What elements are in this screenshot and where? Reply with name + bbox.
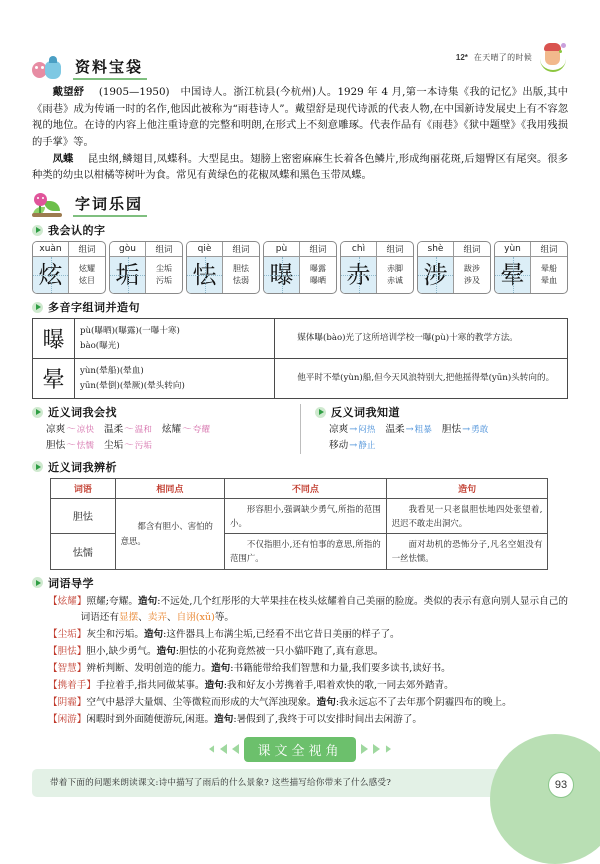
polyphone-readings: yùn(晕船)(晕血) yūn(晕倒)(晕厥)(晕头转向): [75, 359, 275, 399]
subheader-guide: [32, 575, 568, 591]
distinguish-sentence: 面对劫机的恐怖分子,凡名空姐没有一丝怯懦。: [386, 534, 548, 570]
polyphone-row: [33, 319, 568, 359]
banner-kewen-quanshijiao: [32, 737, 568, 762]
word-guide-list: [48, 594, 568, 729]
section-title-zici: 字词乐园: [73, 195, 147, 217]
triangle-bullet-icon: [32, 577, 43, 588]
triangle-bullet-icon: [32, 407, 43, 418]
subheader-synonym-label: 近义词我会找: [48, 406, 117, 420]
character-column-label: 组词: [309, 245, 327, 256]
character-words: 胆怯 怯弱: [233, 263, 249, 285]
distinguish-header-row: [51, 478, 548, 498]
reading-question-box: 带着下面的问题来朗读课文:诗中描写了雨后的什么景象? 这些描写给你带来了什么感受?: [32, 769, 568, 798]
word-guide-example: :胆怯的小花狗竟然被一只小貓吓跑了,真有意思。: [175, 645, 384, 657]
mascot-icon: [540, 42, 566, 72]
character-pinyin: qiè: [187, 242, 223, 256]
paragraph-fengdie-text: 昆虫纲,鳞翅目,凤蝶科。大型昆虫。翅膀上密密麻麻生长着各色鳞片,形成绚丽花斑,后翅臀区有尾突。很多种类的幼虫以柑橘等树叶为食。常见有黄绿色的花椒凤蝶和黑色玉带凤蝶。: [32, 152, 569, 182]
paragraph-fengdie: [32, 151, 568, 184]
syn-line: [46, 438, 290, 454]
left-arrow-icon: [209, 745, 214, 752]
character-column-label: 组词: [78, 245, 96, 256]
character-glyph: 涉: [418, 257, 454, 293]
word-guide-term: 【携着手】: [48, 680, 96, 692]
subheader-distinguish: [32, 459, 568, 475]
character-glyph: 炫: [33, 257, 69, 293]
syn-pair: 温柔～温和: [103, 424, 152, 436]
flower-plant-icon: [32, 193, 66, 217]
right-arrow-icon: [385, 745, 390, 752]
triangle-bullet-icon: [32, 225, 43, 236]
synonym-pairs: [46, 422, 290, 454]
character-glyph: 晕: [495, 257, 531, 293]
word-guide-term: 【尘垢】: [48, 628, 87, 640]
word-guide-example: :这件器具上布满尘垢,已经看不出它昔日美丽的样子了。: [163, 628, 400, 640]
word-guide-item: [48, 627, 568, 643]
word-guide-mark: 造句: [137, 595, 158, 607]
word-guide-mark: 造句: [211, 663, 231, 675]
section-header-zici: [32, 193, 568, 217]
polyphone-character: 晕: [33, 359, 75, 399]
polyphone-readings: pù(曝晒)(曝露)(一曝十寒) bào(曝光): [75, 319, 275, 359]
character-glyph: 怯: [187, 257, 223, 293]
left-arrow-icon: [232, 744, 239, 754]
character-words: 赤脚 赤诚: [387, 263, 403, 285]
subheader-guide-label: 词语导学: [48, 576, 94, 590]
word-guide-mark: 造句: [143, 628, 164, 640]
character-words: 晕船 晕血: [541, 263, 557, 285]
term-fengdie: 凤蝶: [52, 152, 74, 165]
character-glyph: 曝: [264, 257, 300, 293]
distinguish-sentence: 我看见一只老鼠胆怯地四处张望着,迟迟不敢走出洞穴。: [386, 498, 548, 534]
subheader-polyphone: [32, 299, 568, 315]
character-card: [263, 241, 337, 294]
character-pinyin: xuàn: [33, 242, 69, 256]
polyphone-row: [33, 359, 568, 399]
word-guide-term: 【闲游】: [48, 714, 87, 726]
word-guide-mark: 造句: [156, 645, 176, 657]
character-words: 炫耀 炫目: [79, 263, 95, 285]
page-number: 93: [548, 772, 574, 798]
word-guide-item: [48, 695, 568, 711]
section-title-ziliao: 资料宝袋: [73, 58, 147, 80]
character-column-label: 组词: [155, 245, 173, 256]
character-card: [186, 241, 260, 294]
ant-pair: 温柔→粗暴: [385, 424, 432, 436]
word-guide-item: [48, 678, 568, 694]
right-arrow-icon: [373, 744, 380, 754]
distinguish-same-point: 都含有胆小、害怕的意思。: [115, 498, 224, 569]
ant-line: [329, 438, 568, 454]
distinguish-header-cell: 造句: [386, 478, 548, 498]
left-arrow-icon: [220, 744, 227, 754]
word-guide-item: [48, 712, 568, 728]
term-daiwangshu: 戴望舒: [52, 86, 85, 98]
word-guide-definition: 灰尘和污垢。: [86, 628, 144, 640]
antonym-pairs: [329, 422, 568, 454]
word-guide-example: :我和好友小芳携着手,唱着欢快的歌,一同去郊外踏青。: [223, 680, 454, 692]
character-pinyin: pù: [264, 242, 300, 256]
syn-pair: 胆怯～怯懦: [46, 439, 94, 451]
word-guide-item: [48, 644, 568, 660]
ant-pair: 凉爽→闷热: [329, 424, 376, 436]
polyphone-character: 曝: [33, 319, 75, 359]
character-pinyin: gòu: [110, 242, 146, 256]
character-glyph: 垢: [110, 257, 146, 293]
word-guide-term: 【阴霾】: [48, 697, 87, 709]
running-head: [456, 42, 566, 72]
distinguish-header-cell: 词语: [51, 478, 116, 498]
subheader-antonym-label: 反义词我知道: [331, 406, 400, 420]
distinguish-difference: 不仅指胆小,还有怕事的意思,所指的范围广。: [225, 534, 387, 570]
word-guide-definition: 辨析判断、发明创造的能力。: [86, 663, 212, 675]
recognize-character-strip: [32, 241, 568, 294]
character-words: 跋涉 涉及: [464, 263, 480, 285]
character-card: [494, 241, 568, 294]
character-words: 曝露 曝晒: [310, 263, 326, 285]
subheader-recognize: [32, 222, 568, 238]
word-guide-mark: 造句: [204, 680, 224, 692]
antonym-column: [300, 404, 568, 454]
distinguish-word: 怯懦: [51, 534, 116, 570]
synonym-column: [32, 404, 300, 454]
word-guide-term: 【炫耀】: [48, 595, 87, 607]
word-guide-definition: 闲暇时到外面随便游玩,闲逛。: [86, 714, 215, 726]
syn-line: [46, 422, 290, 438]
character-column-label: 组词: [540, 245, 558, 256]
distinguish-header-cell: 不同点: [225, 478, 387, 498]
distinguish-word: 胆怯: [51, 498, 116, 534]
word-guide-definition: 空气中悬浮大量烟、尘等微粒而形成的大气浑浊现象。: [86, 697, 317, 709]
character-pinyin: shè: [418, 242, 454, 256]
ant-pair: 胆怯→勇敢: [441, 424, 489, 436]
character-column-label: 组词: [386, 245, 404, 256]
word-guide-definition: 胆小,缺少勇气。: [86, 645, 157, 657]
word-guide-term: 【智慧】: [48, 663, 87, 675]
ant-line: [329, 422, 568, 438]
character-card: [109, 241, 183, 294]
distinguish-difference: 形容胆小,强调缺少勇气,所指的范围小。: [225, 498, 387, 534]
word-guide-definition: 手拉着手,指共同做某事。: [95, 680, 205, 692]
word-guide-example: :书籍能带给我们智慧和力量,我们要多读书,读好书。: [230, 663, 451, 675]
subheader-recognize-label: 我会认的字: [48, 224, 106, 238]
distinguish-row: [51, 498, 548, 534]
character-pinyin: chì: [341, 242, 377, 256]
word-guide-mark: 造句: [214, 714, 234, 726]
ant-pair: 移动→静止: [329, 439, 376, 451]
polyphone-sentence: 他平时不晕(yùn)船,但今天风浪特别大,把他摇得晕(yūn)头转向的。: [275, 359, 568, 399]
banner-label: 课文全视角: [244, 737, 355, 762]
word-guide-definition: 照耀;夸耀。: [86, 595, 138, 607]
running-head-lesson-number: 12*: [455, 52, 468, 62]
character-column-label: 组词: [463, 245, 481, 256]
syn-pair: 凉爽～凉快: [46, 424, 94, 436]
polyphone-table: [32, 318, 568, 399]
word-guide-example: :不远处,几个红彤彤的大苹果挂在枝头炫耀着自己美丽的脸庞。类似的表示有意向别人显示自己的词语还有显摆、卖弄、自诩(xǔ)等。: [80, 595, 569, 623]
character-card: [340, 241, 414, 294]
word-guide-item: [48, 594, 568, 626]
paragraph-daiwangshu: [32, 84, 568, 151]
character-column-label: 组词: [232, 245, 250, 256]
running-head-title: 在天晴了的时候: [473, 52, 532, 62]
character-glyph: 赤: [341, 257, 377, 293]
distinguish-header-cell: 相同点: [115, 478, 224, 498]
distinguish-table: [50, 478, 548, 570]
word-guide-example: :我永远忘不了去年那个阴霾四布的晚上。: [335, 697, 512, 709]
treasure-bag-icon: [32, 56, 66, 80]
character-card: [417, 241, 491, 294]
right-arrow-icon: [361, 744, 368, 754]
character-card: [32, 241, 106, 294]
word-guide-term: 【胆怯】: [48, 645, 87, 657]
word-guide-mark: 造句: [316, 697, 336, 709]
syn-pair: 炫耀～夸耀: [161, 424, 210, 436]
character-pinyin: yùn: [495, 242, 531, 256]
subheader-distinguish-label: 近义词我辨析: [48, 460, 117, 474]
character-words: 尘垢 污垢: [156, 263, 172, 285]
triangle-bullet-icon: [315, 407, 326, 418]
word-guide-item: [48, 661, 568, 677]
triangle-bullet-icon: [32, 461, 43, 472]
paragraph-daiwangshu-text: (1905—1950) 中国诗人。浙江杭县(今杭州)人。1929 年 4 月,第一本诗集《我的记忆》出版,其中《雨巷》成为传诵一时的名作,他因此被称为“雨巷诗人”。戴望舒是现代诗派的代表人物,在中国新诗发展史上有不容忽视的地位。在诗的内容上他注重诗意的完整和明朗,在形式上不刻意雕琢。代表作品有《雨巷》《狱中题壁》《我用残损的手掌》等。: [32, 86, 569, 149]
synonym-antonym-block: [32, 404, 568, 454]
word-guide-example: :暑假到了,我终于可以安排时间出去闲游了。: [233, 714, 422, 726]
syn-pair: 尘垢～污垢: [103, 439, 152, 451]
triangle-bullet-icon: [32, 302, 43, 313]
polyphone-sentence: 媒体曝(bào)光了这所培训学校一曝(pù)十寒的教学方法。: [275, 319, 568, 359]
subheader-polyphone-label: 多音字组词并造句: [48, 301, 140, 315]
